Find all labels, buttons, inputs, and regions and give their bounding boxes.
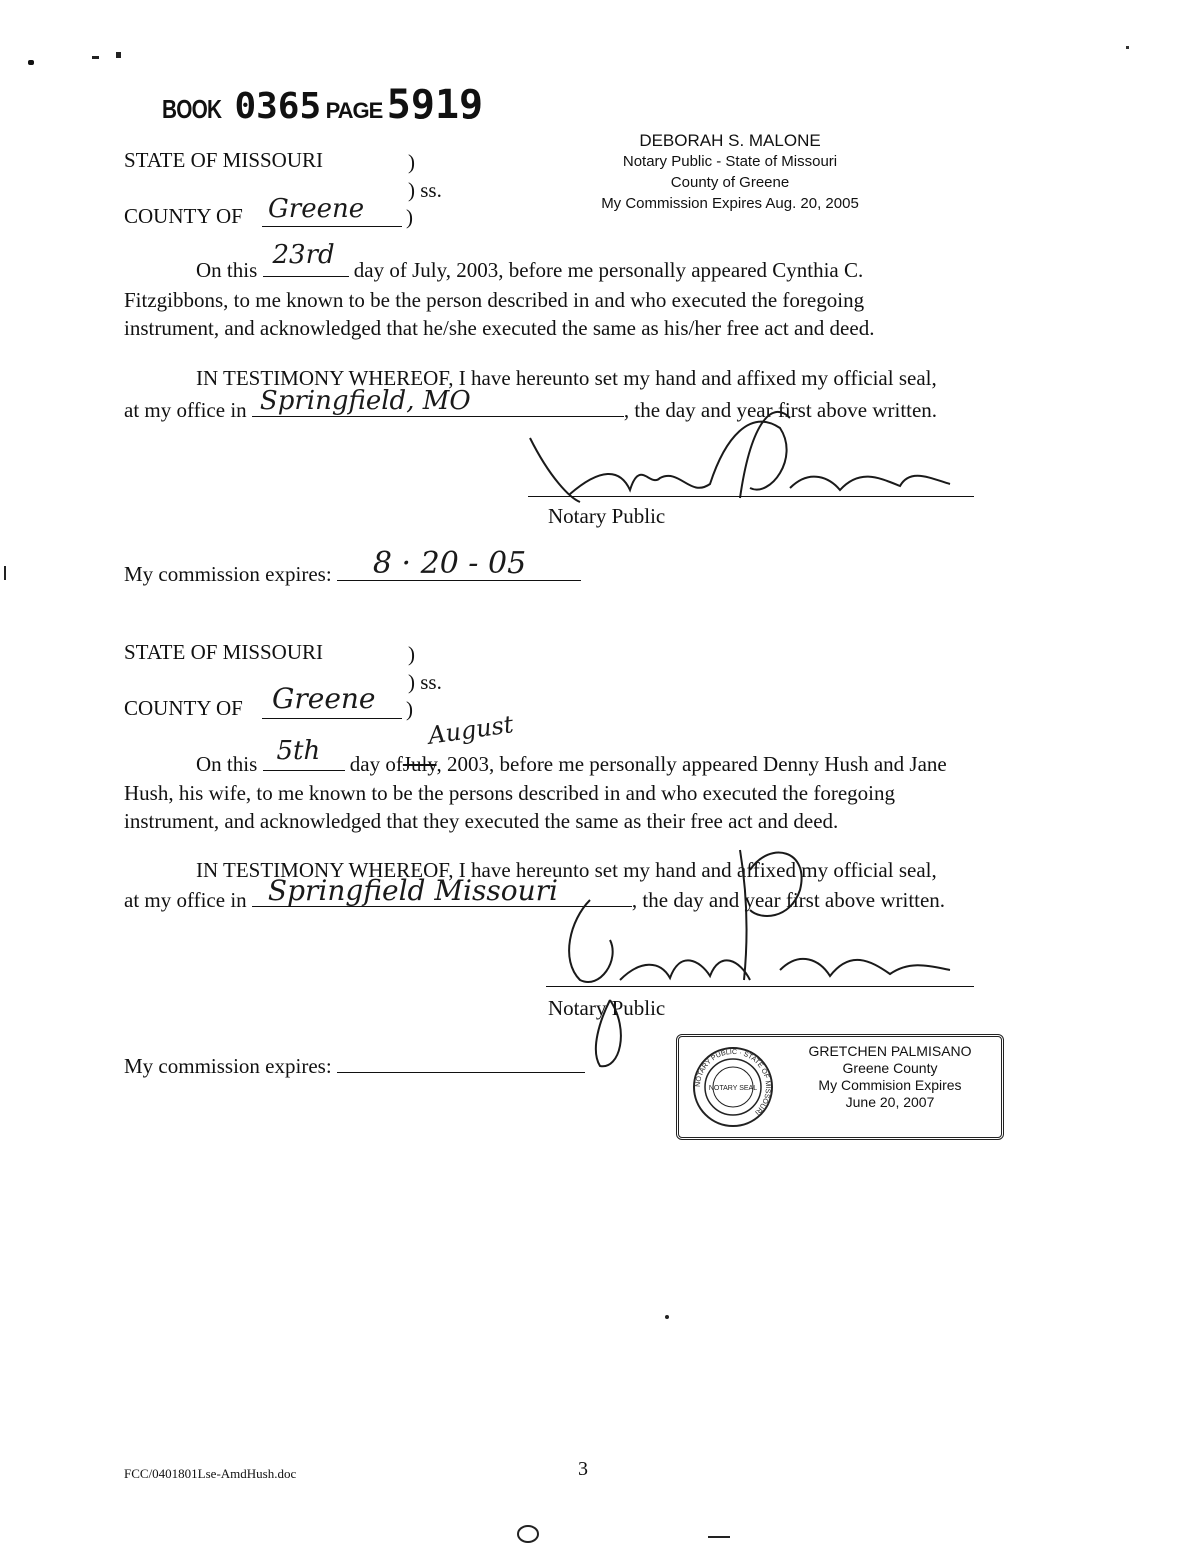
ack1-paren1: ) bbox=[408, 150, 415, 174]
ack2-struck-month: July bbox=[402, 752, 437, 776]
ack2-office-rest: , the day and year first above written. bbox=[631, 888, 946, 912]
scan-speck bbox=[1126, 46, 1129, 49]
stamp2-expires-1: My Commision Expires bbox=[818, 1077, 962, 1093]
ack1-day-handwritten: 23rd bbox=[272, 240, 335, 270]
ack1-commission-row bbox=[124, 546, 581, 587]
ack1-para-line3: instrument, and acknowledged that he/she executed the same as his/her free act and deed. bbox=[124, 316, 875, 340]
ack1-commission-label: My commission expires: bbox=[124, 562, 332, 586]
ack2-day-of: day of bbox=[349, 752, 403, 776]
ack2-county-line bbox=[262, 718, 402, 719]
ack2-on-this: On this bbox=[196, 752, 258, 776]
ack2-testimony: IN TESTIMONY WHEREOF, I have hereunto set my hand and affixed my official seal, bbox=[196, 858, 937, 882]
ack1-office-handwritten: Springfield, MO bbox=[259, 386, 471, 416]
page-number: 5919 bbox=[386, 82, 484, 128]
notary-stamp-malone bbox=[580, 130, 880, 214]
ack1-office-rest: , the day and year first above written. bbox=[623, 398, 938, 422]
ack1-signature-scribble bbox=[510, 398, 970, 508]
scan-speck bbox=[4, 566, 6, 580]
ack1-county-line bbox=[262, 226, 402, 227]
ack2-signature-line bbox=[546, 986, 974, 987]
scan-speck bbox=[92, 56, 99, 59]
ack1-para-rest1: day of July, 2003, before me personally appeared Cynthia C. bbox=[353, 258, 864, 282]
stamp1-title: Notary Public - State of Missouri bbox=[622, 153, 838, 170]
seal-inner-text: NOTARY SEAL bbox=[708, 1085, 758, 1092]
ack2-office-handwritten: Springfield Missouri bbox=[267, 874, 558, 907]
ack1-commission-handwritten: 8 · 20 - 05 bbox=[372, 546, 527, 581]
notary-stamp-palmisano bbox=[676, 1034, 1004, 1140]
ack1-county-handwritten: Greene bbox=[268, 194, 365, 224]
ack1-notary-public: Notary Public bbox=[548, 504, 666, 528]
scan-dash bbox=[708, 1536, 730, 1538]
ack2-paragraph bbox=[124, 736, 1048, 834]
ack1-signature bbox=[540, 470, 550, 471]
ack2-commission-row bbox=[124, 1052, 585, 1079]
ack2-paren1: ) bbox=[408, 642, 415, 666]
ack1-testimony: IN TESTIMONY WHEREOF, I have hereunto set my hand and affixed my official seal, bbox=[196, 366, 937, 390]
ack1-office-label: at my office in bbox=[124, 398, 247, 422]
stamp2-expires-2: June 20, 2007 bbox=[845, 1094, 935, 1110]
ack1-paren3: ) bbox=[406, 205, 413, 229]
ack2-commission-line bbox=[337, 1052, 585, 1073]
book-label: BOOK bbox=[162, 94, 222, 124]
ack2-ss: ) ss. bbox=[408, 670, 442, 694]
ack2-county-handwritten: Greene bbox=[272, 682, 376, 715]
ack1-ss: ) ss. bbox=[408, 178, 442, 202]
book-page-header bbox=[162, 82, 483, 126]
ack1-state: STATE OF MISSOURI bbox=[124, 148, 324, 172]
ack2-state: STATE OF MISSOURI bbox=[124, 640, 324, 664]
scan-speck bbox=[665, 1315, 669, 1319]
ack2-notary-public: Notary Public bbox=[548, 996, 666, 1020]
ack2-commission-label: My commission expires: bbox=[124, 1054, 332, 1078]
seal-ring-text: NOTARY PUBLIC · STATE OF MISSOURI bbox=[694, 1048, 772, 1116]
book-number: 0365 bbox=[234, 86, 322, 127]
scan-speck bbox=[28, 60, 34, 65]
stamp1-name: DEBORAH S. MALONE bbox=[639, 131, 821, 150]
ack2-day-handwritten: 5th bbox=[276, 736, 321, 766]
ack2-para-line2: Hush, his wife, to me known to be the persons described in and who executed the foregoing bbox=[124, 781, 895, 805]
stamp2-text bbox=[785, 1043, 995, 1111]
footer-doc-id: FCC/0401801Lse-AmdHush.doc bbox=[124, 1466, 297, 1481]
ack2-month-insert-handwritten: August bbox=[426, 710, 516, 750]
stamp2-county: Greene County bbox=[842, 1060, 938, 1076]
ack1-signature-line bbox=[528, 496, 974, 497]
ack2-signature bbox=[560, 960, 570, 961]
ack2-office-label: at my office in bbox=[124, 888, 247, 912]
ack2-para-line3: instrument, and acknowledged that they executed the same as their free act and deed. bbox=[124, 809, 839, 833]
page-label: PAGE bbox=[325, 98, 383, 123]
stamp1-expires: My Commission Expires Aug. 20, 2005 bbox=[601, 195, 859, 212]
ack2-county-label: COUNTY OF bbox=[124, 696, 243, 720]
stamp2-name: GRETCHEN PALMISANO bbox=[808, 1043, 972, 1059]
ack2-para-rest1: , 2003, before me personally appeared Denny Hush and Jane bbox=[436, 752, 947, 776]
ack1-para-line2: Fitzgibbons, to me known to be the person described in and who executed the foregoing bbox=[124, 288, 865, 312]
ack1-paragraph bbox=[124, 240, 1048, 341]
ack1-on-this: On this bbox=[196, 258, 258, 282]
scan-mark bbox=[510, 1520, 550, 1550]
scan-speck bbox=[116, 52, 121, 58]
notary-seal-icon bbox=[691, 1045, 775, 1129]
ack2-paren3: ) bbox=[406, 697, 413, 721]
stamp1-county: County of Greene bbox=[670, 174, 790, 191]
ack1-county-label: COUNTY OF bbox=[124, 204, 243, 228]
footer-page-number: 3 bbox=[578, 1458, 588, 1480]
